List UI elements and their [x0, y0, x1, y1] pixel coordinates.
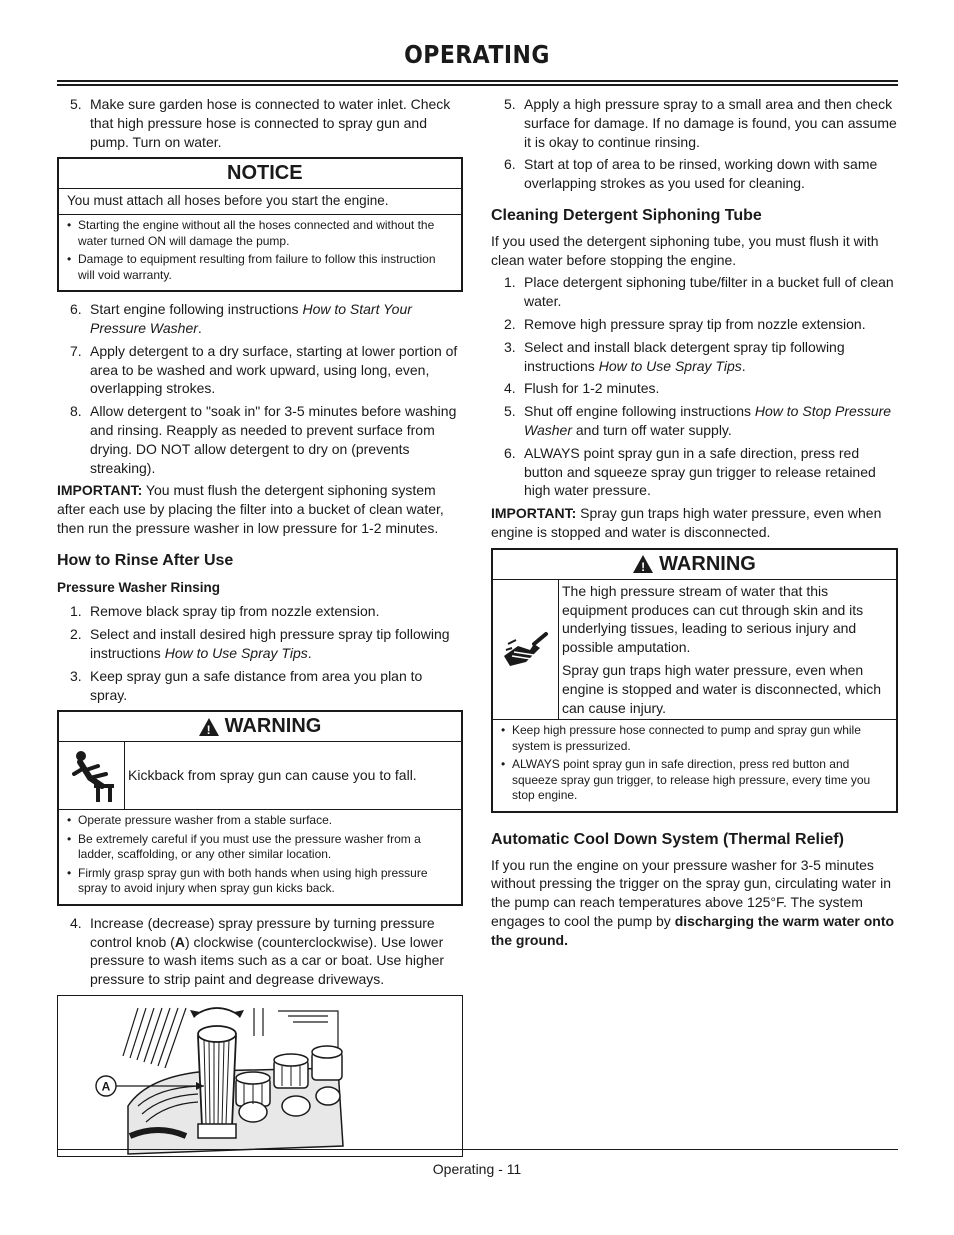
siphon-step-6: 6. ALWAYS point spray gun in a safe direction, press red button and squeeze spray gun trigger to release retained high water pressure. — [504, 444, 876, 499]
step-6: 6. Start engine following instructions How to Start Your Pressure Washer. — [70, 301, 412, 336]
falling-person-icon — [59, 742, 125, 809]
siphon-steps — [491, 273, 898, 500]
important-note: IMPORTANT: Spray gun traps high water pressure, even when engine is stopped and water is disconnected. — [491, 505, 882, 540]
rinse-step-1: 1. Remove black spray tip from nozzle extension. — [70, 603, 380, 620]
injection-hazard-icon — [493, 580, 559, 720]
list-item: • Damage to equipment resulting from failure to follow this instruction will void warranty. — [67, 252, 453, 283]
warning-triangle-icon: ! — [199, 718, 219, 736]
step-list — [57, 300, 463, 477]
step-5: 5. Apply a high pressure spray to a small area and then check surface for damage. If no damage is found, you can assume it is okay to continue rinsing. — [504, 96, 897, 150]
warning-text — [559, 580, 896, 720]
notice-title: NOTICE — [59, 159, 461, 189]
siphon-step-4: 4. Flush for 1-2 minutes. — [504, 380, 660, 397]
siphon-step-1: 1. Place detergent siphoning tube/filter in a bucket full of clean water. — [504, 274, 894, 310]
step-list — [491, 95, 898, 193]
pressure-control-knob-figure — [57, 995, 463, 1157]
warning-bullets — [493, 720, 896, 811]
warning-text: Kickback from spray gun can cause you to fall. — [128, 767, 417, 784]
warning-triangle-icon: ! — [633, 555, 653, 573]
pump-illustration — [58, 996, 462, 1156]
page-number: Operating - 11 — [432, 1161, 522, 1177]
notice-box — [57, 157, 463, 292]
cross-reference: How to Start Your Pressure Washer — [90, 301, 412, 336]
rinse-steps — [57, 602, 463, 704]
step-7: 7. Apply detergent to a dry surface, starting at lower portion of area to be washed and work upward, using long, even, overlapping strokes. — [70, 342, 458, 397]
warning-paragraph: The high pressure stream of water that this equipment produces can cut through skin and its underlying tissues, leading to serious injury and possible amputation. — [562, 582, 864, 656]
step-8: 8. Allow detergent to "soak in" for 3-5 minutes before washing and rinsing. Reapply as needed to prevent surface from drying. DO NOT allow detergent to dry on (prevents streaking). — [70, 403, 457, 476]
notice-lead: You must attach all hoses before you start the engine. — [59, 189, 461, 215]
list-item: • ALWAYS point spray gun in safe direction, press red button and squeeze spray gun trigger, to release high pressure, every time you stop engine. — [501, 757, 888, 804]
paragraph: If you run the engine on your pressure washer for 3-5 minutes without pressing the trigger on the spray gun, circulating water in the pump can reach temperatures above 125°F. The system engages to cool the pump by discharging the warm water onto the ground. — [491, 856, 895, 948]
list-item: • Starting the engine without all the hoses connected and without the water turned ON will damage the pump. — [67, 218, 453, 249]
subsection-heading: Pressure Washer Rinsing — [57, 579, 221, 595]
page-title: OPERATING — [404, 40, 550, 69]
list-item: • Operate pressure washer from a stable surface. — [67, 813, 453, 829]
warning-box-kickback — [57, 710, 463, 906]
title-rule — [57, 80, 898, 86]
callout-label-a: A — [101, 1079, 111, 1094]
important-note: IMPORTANT: You must flush the detergent siphoning system after each use by placing the filter into a bucket of clean water, then run the pressure washer in low pressure for 1-2 minutes. — [57, 482, 444, 536]
step-list — [57, 95, 463, 151]
section-heading: How to Rinse After Use — [57, 551, 234, 569]
step-6: 6. Start at top of area to be rinsed, working down with same overlapping strokes as you used for cleaning. — [504, 156, 878, 192]
list-item: • Keep high pressure hose connected to pump and spray gun while system is pressurized. — [501, 723, 888, 754]
section-heading: Cleaning Detergent Siphoning Tube — [491, 206, 762, 224]
siphon-step-3: 3. Select and install black detergent spray tip following instructions How to Use Spray Tips. — [504, 338, 845, 374]
right-column — [491, 95, 898, 954]
warning-bullets — [59, 810, 461, 904]
step-list — [57, 914, 463, 989]
warning-paragraph: Spray gun traps high water pressure, even when engine is stopped and water is disconnected, which can cause injury. — [562, 661, 882, 716]
rinse-step-2: 2. Select and install desired high pressure spray tip following instructions How to Use Spray Tips. — [70, 626, 450, 661]
left-column — [57, 95, 463, 1157]
cross-reference: How to Use Spray Tips — [164, 644, 308, 661]
footer-rule — [57, 1149, 898, 1150]
cross-reference: How to Stop Pressure Washer — [524, 403, 892, 438]
rinse-step-3: 3. Keep spray gun a safe distance from area you plan to spray. — [70, 667, 423, 703]
step-4: 4. Increase (decrease) spray pressure by turning pressure control knob (A) clockwise (counterclockwise). Use lower pressure to wash items such as a car or boat. Use higher pressure to strip paint and degrease driveways. — [70, 914, 445, 988]
siphon-step-5: 5. Shut off engine following instructions How to Stop Pressure Washer and turn off water supply. — [504, 403, 892, 438]
notice-bullets — [59, 215, 461, 290]
list-item: • Be extremely careful if you must use the pressure washer from a ladder, scaffolding, or any other similar location. — [67, 832, 453, 863]
cross-reference: How to Use Spray Tips — [598, 357, 742, 374]
siphon-step-2: 2. Remove high pressure spray tip from nozzle extension. — [504, 315, 866, 332]
list-item: • Firmly grasp spray gun with both hands when using high pressure spray to avoid injury when spray gun kicks back. — [67, 866, 453, 897]
section-heading: Automatic Cool Down System (Thermal Relief) — [491, 830, 844, 848]
warning-title: ! WARNING — [59, 712, 461, 742]
step-5: 5. Make sure garden hose is connected to water inlet. Check that high pressure hose is connected to spray gun and pump. Turn on water. — [70, 96, 451, 150]
paragraph: If you used the detergent siphoning tube, you must flush it with clean water before stopping the engine. — [491, 232, 879, 268]
warning-box-injection — [491, 548, 898, 813]
warning-title: ! WARNING — [493, 550, 896, 580]
